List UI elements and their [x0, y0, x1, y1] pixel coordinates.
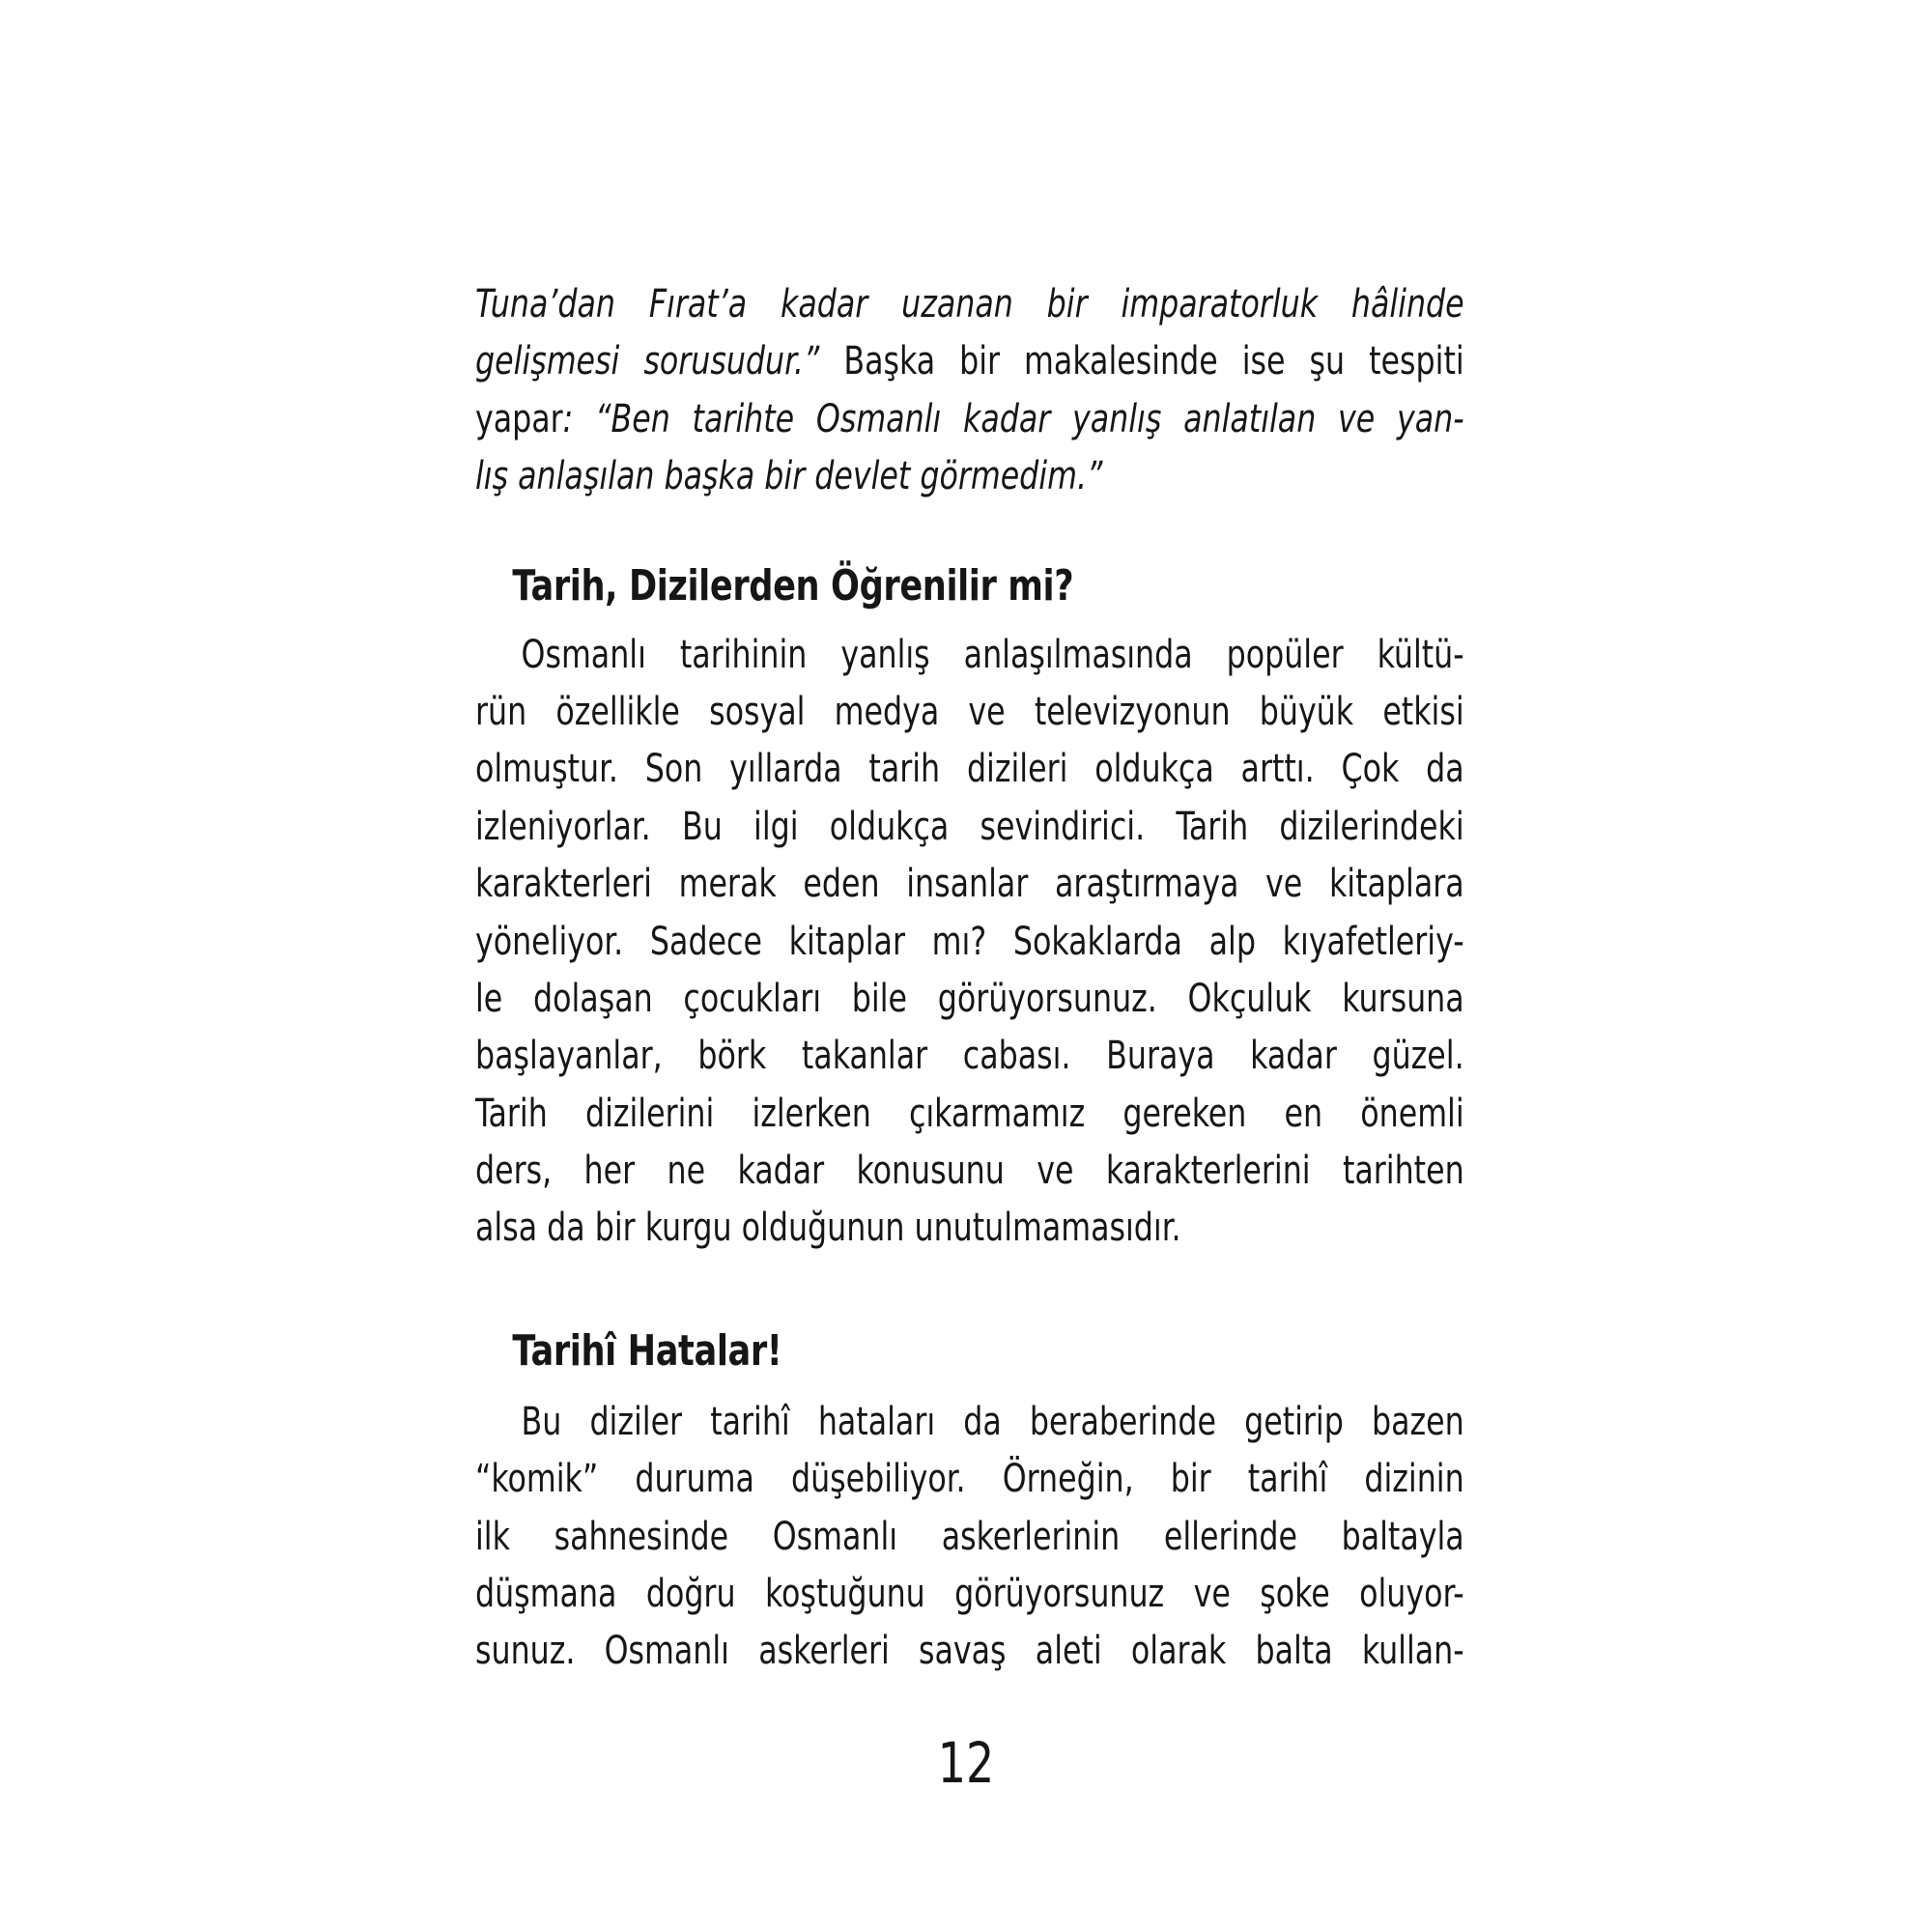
intro-line-2-italic: gelişmesi sorusudur.” [475, 339, 820, 384]
paragraph-line: sunuz. Osmanlı askerleri savaş aleti olarak balta kullan- [475, 1629, 1464, 1674]
intro-line-3-normal: yapar [475, 396, 563, 441]
paragraph-line: olmuştur. Son yıllarda tarih dizileri oldukça arttı. Çok da [475, 747, 1464, 792]
intro-line-2-normal: Başka bir makalesinde ise şu tespiti [819, 339, 1464, 384]
paragraph-line: Bu diziler tarihî hataları da beraberinde getirip bazen [521, 1399, 1464, 1444]
intro-line-3 [475, 391, 1464, 448]
section1-paragraph [475, 627, 1464, 1258]
paragraph-line: Tarih dizilerini izlerken çıkarmamız gereken en önemli [475, 1091, 1464, 1136]
paragraph-line: başlayanlar, börk takanlar cabası. Buraya kadar güzel. [475, 1034, 1464, 1079]
paragraph-line: alsa da bir kurgu olduğunun unutulmamasıdır. [475, 1206, 1181, 1251]
intro-line-4: lış anlaşılan başka bir devlet görmedim.” [475, 454, 1103, 499]
paragraph-line: izleniyorlar. Bu ilgi oldukça sevindirici. Tarih dizilerindeki [475, 804, 1464, 849]
paragraph-line: yöneliyor. Sadece kitaplar mı? Sokaklarda alp kıyafetleriy- [475, 919, 1464, 964]
paragraph-line: ders, her ne kadar konusunu ve karakterlerini tarihten [475, 1149, 1464, 1194]
page-body [475, 276, 1464, 1681]
section-heading-dizilerden: Tarih, Dizilerden Öğrenilir mi? [512, 560, 1074, 611]
page-number: 12 [937, 1730, 995, 1796]
intro-line-3-italic: : “Ben tarihte Osmanlı kadar yanlış anlatılan ve yan- [562, 396, 1464, 441]
intro-line-2 [475, 333, 1464, 390]
paragraph-line: karakterleri merak eden insanlar araştırmaya ve kitaplara [475, 862, 1464, 907]
paragraph-line: düşmana doğru koştuğunu görüyorsunuz ve şoke oluyor- [475, 1572, 1464, 1617]
paragraph-line: ilk sahnesinde Osmanlı askerlerinin ellerinde baltayla [475, 1514, 1464, 1559]
section2-paragraph [475, 1394, 1464, 1681]
paragraph-line: “komik” duruma düşebiliyor. Örneğin, bir tarihî dizinin [475, 1457, 1464, 1502]
intro-line-1: Tuna’dan Fırat’a kadar uzanan bir imparatorluk hâlinde [475, 282, 1464, 327]
paragraph-line: le dolaşan çocukları bile görüyorsunuz. Okçuluk kursuna [475, 976, 1464, 1021]
paragraph-line: Osmanlı tarihinin yanlış anlaşılmasında popüler kültü- [521, 632, 1464, 677]
section-heading-tarihi-hatalar: Tarihî Hatalar! [512, 1325, 782, 1376]
paragraph-line: rün özellikle sosyal medya ve televizyonun büyük etkisi [475, 689, 1464, 734]
